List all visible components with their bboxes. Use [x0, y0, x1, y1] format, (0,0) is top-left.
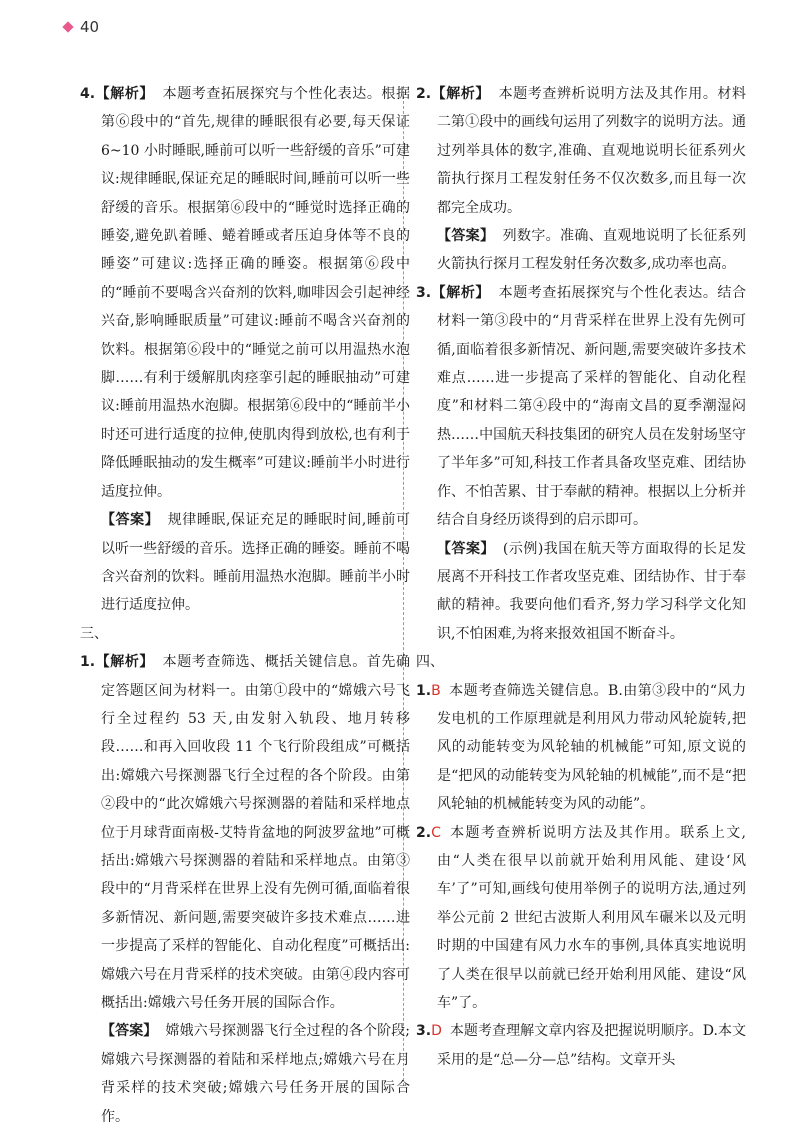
- q2-answer: 【答案】 列数字。准确、直观地说明了长征系列火箭执行探月工程发射任务次数多,成功率也高。: [437, 228, 747, 273]
- q4-analysis: 4.【解析】 本题考查拓展探究与个性化表达。根据第⑥段中的“首先,规律的睡眠很有必要,每天保证 6~10 小时睡眠,睡前可以听一些舒缓的音乐”可建议:规律睡眠,保证充足的睡眠时间,睡前可以听一些舒缓的音乐。根据第⑥段中的“睡觉时选择正确的睡姿,避免趴着睡、蜷着睡或者压迫身体等不良的睡姿”可建议:选择正确的睡姿。根据第⑥段中的“睡前不要喝含兴奋剂的饮料,咖啡因会引起神经兴奋,影响睡眠质量”可建议:睡前不喝含兴奋剂的饮料。根据第⑥段中的“睡觉之前可以用温热水泡脚……有利于缓解肌肉痉挛引起的睡眠抽动”可建议:睡前用温热水泡脚。根据第⑥段中的“睡前半小时还可进行适度的拉伸,使肌肉得到放松,也有利于降低睡眠抽动的发生概率”可建议:睡前半小时进行适度拉伸。: [80, 86, 411, 500]
- analysis-tag: 【解析】: [95, 86, 155, 102]
- answer-tag: 【答案】: [101, 1023, 158, 1040]
- page-number: 40: [80, 18, 100, 36]
- q3-1-analysis: 1.【解析】 本题考查筛选、概括关键信息。首先确定答题区间为材料一。由第①段中的“嫦娥六号飞行全过程约 53 天,由发射入轨段、地月转移段……和再入回收段 11 个飞行阶段组成”可概括出:嫦娥六号探测器飞行全过程的各个阶段。由第②段中的“此次嫦娥六号探测器的着陆和采样地点位于月球背面南极-艾特肯盆地的阿波罗盆地”可概括出:嫦娥六号探测器的着陆和采样地点。由第③段中的“月背采样在世界上没有先例可循,面临着很多新情况、新问题,需要突破许多技术难点……进一步提高了采样的智能化、自动化程度”可概括出:嫦娥六号在月背采样的技术突破。由第④段内容可概括出:嫦娥六号任务开展的国际合作。: [80, 654, 411, 1011]
- q2-analysis: 2.【解析】 本题考查辨析说明方法及其作用。材料二第①段中的画线句运用了列数字的说明方法。通过列举具体的数字,准确、直观地说明长征系列火箭执行探月工程发射任务不仅次数多,而且每一次都完全成功。: [416, 86, 747, 216]
- answer-tag: 【答案】: [101, 512, 160, 529]
- section-heading-3: 三、: [80, 625, 108, 642]
- section-heading-4: 四、: [416, 654, 444, 671]
- right-column: [416, 80, 746, 1074]
- answer-option: D: [431, 1023, 442, 1040]
- page-header: [64, 18, 99, 36]
- q4-answer: 【答案】 规律睡眠,保证充足的睡眠时间,睡前可以听一些舒缓的音乐。选择正确的睡姿。睡前不喝含兴奋剂的饮料。睡前用温热水泡脚。睡前半小时进行适度拉伸。: [101, 512, 410, 614]
- q4-1-item: 1.B 本题考查筛选关键信息。B.由第③段中的“风力发电机的工作原理就是利用风力带动风轮旋转,把风的动能转变为风轮轴的机械能”可知,原文说的是“把风的动能转变为风轮轴的机械能”,而不是“把风轮轴的机械能转变为风的动能”。: [416, 682, 746, 813]
- diamond-icon: [62, 21, 73, 32]
- analysis-tag: 【解析】: [95, 654, 155, 671]
- answer-tag: 【答案】: [437, 540, 495, 557]
- answer-option: B: [431, 682, 441, 699]
- left-column: [80, 80, 410, 1131]
- q4-3-item: 3.D 本题考查理解文章内容及把握说明顺序。D.本文采用的是“总—分—总”结构。文章开头: [416, 1023, 746, 1068]
- analysis-tag: 【解析】: [431, 284, 491, 301]
- analysis-tag: 【解析】: [431, 86, 491, 102]
- answer-tag: 【答案】: [437, 228, 495, 245]
- answer-option: C: [431, 824, 441, 841]
- q3-analysis: 3.【解析】 本题考查拓展探究与个性化表达。结合材料一第③段中的“月背采样在世界上没有先例可循,面临着很多新情况、新问题,需要突破许多技术难点……进一步提高了采样的智能化、自动化程度”和材料二第④段中的“海南文昌的夏季潮湿闷热……中国航天科技集团的研究人员在发射场坚守了半年多”可知,科技工作者具备攻坚克难、团结协作、不怕苦累、甘于奉献的精神。根据以上分析并结合自身经历谈得到的启示即可。: [416, 284, 747, 529]
- q3-1-answer: 【答案】 嫦娥六号探测器飞行全过程的各个阶段;嫦娥六号探测器的着陆和采样地点;嫦娥六号在月背采样的技术突破;嫦娥六号任务开展的国际合作。: [101, 1023, 411, 1125]
- q3-answer: 【答案】 (示例)我国在航天等方面取得的长足发展离不开科技工作者攻坚克难、团结协作、甘于奉献的精神。我要向他们看齐,努力学习科学文化知识,不怕困难,为将来报效祖国不断奋斗。: [437, 540, 746, 642]
- q4-2-item: 2.C 本题考查辨析说明方法及其作用。联系上文,由“人类在很早以前就开始利用风能、建设‘风车’了”可知,画线句使用举例子的说明方法,通过列举公元前 2 世纪古波斯人利用风车碾米以及元明时期的中国建有风力水车的事例,具体真实地说明了人类在很早以前就已经开始利用风能、建设“风车”了。: [416, 824, 746, 1011]
